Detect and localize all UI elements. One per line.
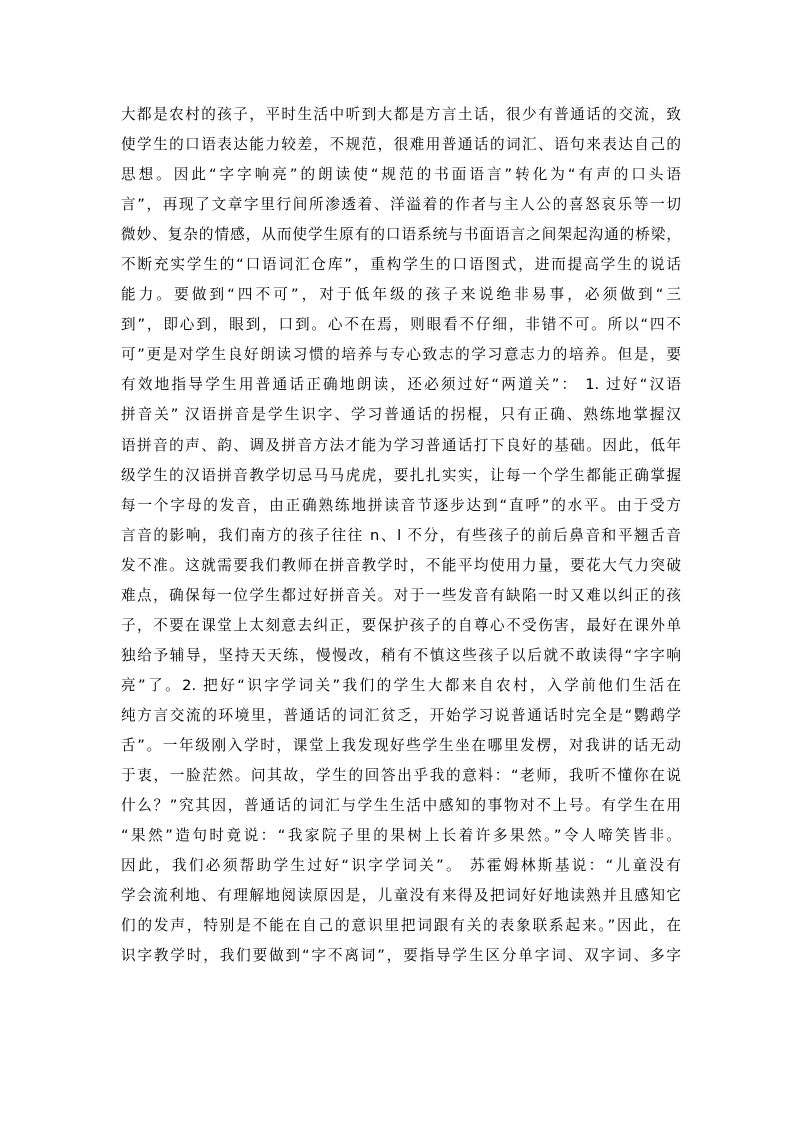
text-line: 微妙、复杂的情感，从而使学生原有的口语系统与书面语言之间架起沟通的桥梁，	[121, 226, 681, 244]
text-line: 亮”了。2. 把好“识字学词关”我们的学生大都来自农村，入学前他们生活在	[121, 676, 681, 694]
text-line: 发不准。这就需要我们教师在拼音教学时，不能平均使用力量，要花大气力突破	[121, 556, 681, 574]
text-line: 语拼音的声、韵、调及拼音方法才能为学习普通话打下良好的基础。因此，低年	[121, 436, 681, 454]
text-line: 学会流利地、有理解地阅读原因是，儿童没有来得及把词好好地读熟并且感知它	[121, 887, 681, 905]
text-line: 言音的影响，我们南方的孩子往往 n、l 不分，有些孩子的前后鼻音和平翘舌音	[121, 526, 681, 544]
text-line: 大都是农村的孩子，平时生活中听到大都是方言土话，很少有普通话的交流，致	[121, 106, 681, 123]
text-line: 纯方言交流的环境里，普通话的词汇贫乏，开始学习说普通话时完全是“鹦鹉学	[121, 706, 681, 724]
text-line: 级学生的汉语拼音教学切忌马马虎虎，要扎扎实实，让每一个学生都能正确掌握	[121, 466, 681, 484]
text-line: 拼音关” 汉语拼音是学生识字、学习普通话的拐棍，只有正确、熟练地掌握汉	[121, 406, 681, 424]
text-line: 每一个字母的发音，由正确熟练地拼读音节逐步达到“直呼”的水平。由于受方	[121, 496, 681, 514]
text-line: 舌”。一年级刚入学时，课堂上我发现好些学生坐在哪里发楞，对我讲的话无动	[121, 736, 681, 754]
text-line: “果然”造句时竟说：“我家院子里的果树上长着许多果然。”令人啼笑皆非。	[121, 827, 681, 845]
text-line: 到”，即心到，眼到，口到。心不在焉，则眼看不仔细，非错不可。所以“四不	[121, 316, 681, 334]
text-line: 识字教学时，我们要做到“字不离词”，要指导学生区分单字词、双字词、多字	[121, 947, 681, 965]
body-text	[121, 100, 681, 971]
text-line: 不断充实学生的“口语词汇仓库”，重构学生的口语图式，进而提高学生的说话	[121, 256, 681, 274]
text-line: 能力。要做到“四不可”，对于低年级的孩子来说绝非易事，必须做到“三	[121, 286, 681, 304]
text-line: 言”，再现了文章字里行间所渗透着、洋溢着的作者与主人公的喜怒哀乐等一切	[121, 196, 681, 214]
text-line: 子，不要在课堂上太刻意去纠正，要保护孩子的自尊心不受伤害，最好在课外单	[121, 616, 681, 634]
text-line: 独给予辅导，坚持天天练，慢慢改，稍有不慎这些孩子以后就不敢读得“字字响	[121, 646, 681, 664]
text-line: 有效地指导学生用普通话正确地朗读，还必须过好“两道关”： 1. 过好“汉语	[121, 376, 681, 394]
text-line: 使学生的口语表达能力较差，不规范，很难用普通话的词汇、语句来表达自己的	[121, 136, 681, 154]
text-line: 难点，确保每一位学生都过好拼音关。对于一些发音有缺陷一时又难以纠正的孩	[121, 586, 681, 604]
text-line: 思想。因此“字字响亮”的朗读使“规范的书面语言”转化为“有声的口头语	[121, 166, 681, 184]
text-line: 们的发声，特别是不能在自己的意识里把词跟有关的表象联系起来。”因此，在	[121, 917, 681, 935]
text-line: 因此，我们必须帮助学生过好“识字学词关”。 苏霍姆林斯基说：“儿童没有	[121, 857, 681, 875]
text-line: 于衷，一脸茫然。问其故，学生的回答出乎我的意料：“老师，我听不懂你在说	[121, 767, 681, 785]
text-line: 可”更是对学生良好朗读习惯的培养与专心致志的学习意志力的培养。但是，要	[121, 346, 681, 364]
text-line: 什么？”究其因，普通话的词汇与学生生活中感知的事物对不上号。有学生在用	[121, 797, 681, 815]
